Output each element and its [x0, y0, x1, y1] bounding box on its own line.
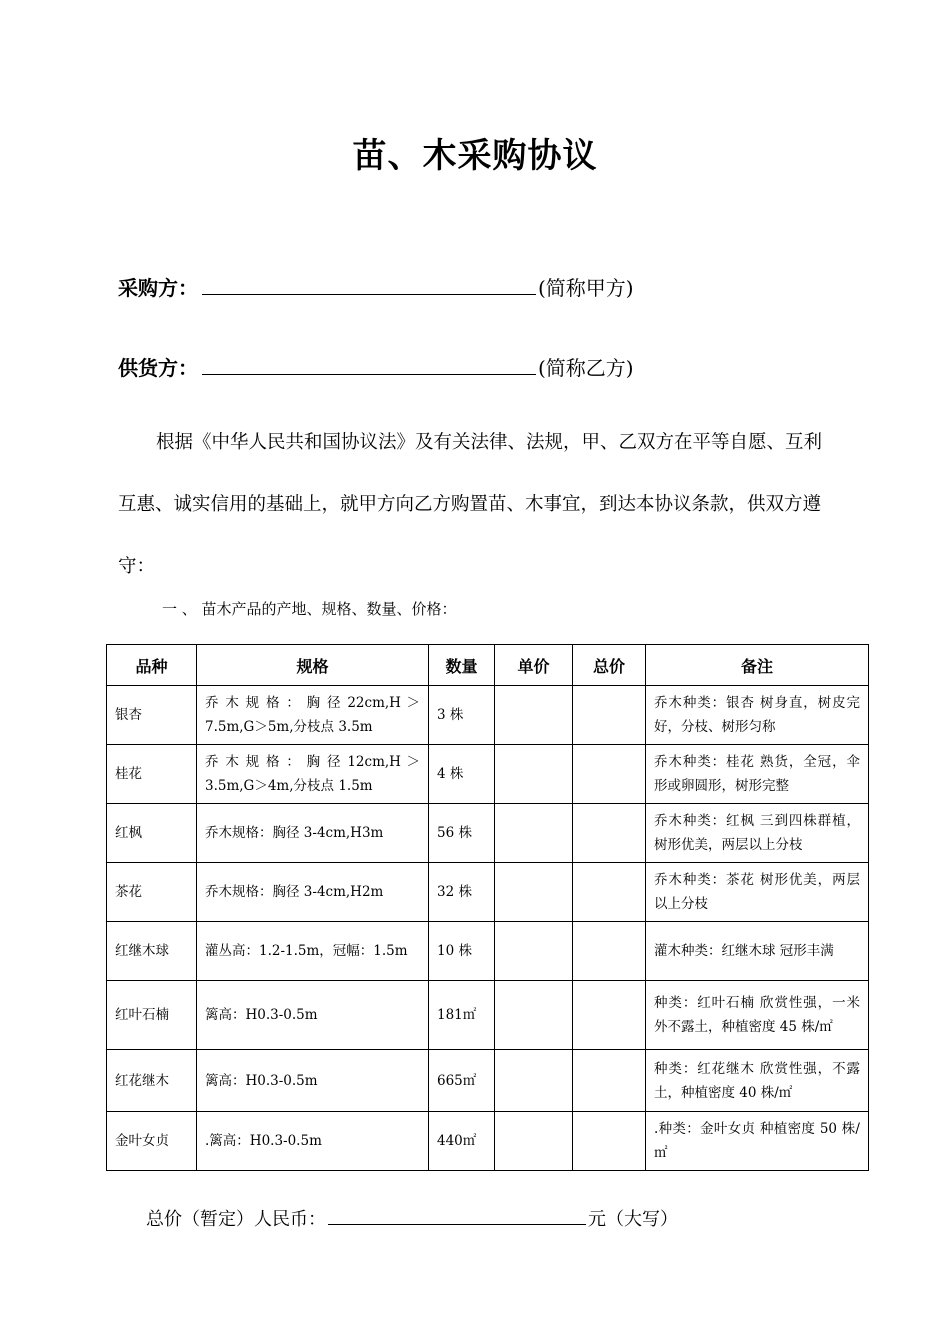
cell-quantity: 10 株: [429, 922, 495, 981]
total-price-suffix: 元（大写）: [588, 1209, 678, 1230]
cell-quantity: 32 株: [429, 863, 495, 922]
cell-remark: .种类：金叶女贞 种植密度 50 株/㎡: [646, 1112, 869, 1171]
cell-unit-price[interactable]: [495, 863, 573, 922]
table-header-row: [107, 645, 869, 686]
cell-variety: 金叶女贞: [107, 1112, 197, 1171]
cell-spec: 乔木规格：胸径 3-4cm,H3m: [197, 804, 429, 863]
cell-variety: 红花继木: [107, 1050, 197, 1112]
cell-remark: 灌木种类：红继木球 冠形丰满: [646, 922, 869, 981]
intro-line: 互惠、诚实信用的基础上，就甲方向乙方购置苗、木事宜，到达本协议条款，供双方遵: [118, 494, 822, 515]
cell-unit-price[interactable]: [495, 922, 573, 981]
total-price-blank[interactable]: [328, 1204, 586, 1225]
cell-spec: .篱高：H0.3-0.5m: [197, 1112, 429, 1171]
cell-remark: 乔木种类：红枫 三到四株群植，树形优美，两层以上分枝: [646, 804, 869, 863]
cell-quantity: 4 株: [429, 745, 495, 804]
cell-total-price[interactable]: [573, 1112, 646, 1171]
cell-quantity: 440㎡: [429, 1112, 495, 1171]
supplier-line: [118, 352, 634, 381]
header-total-price: 总价: [573, 645, 646, 686]
supplier-label: 供货方：: [118, 356, 198, 380]
cell-unit-price[interactable]: [495, 1112, 573, 1171]
cell-spec: 篱高：H0.3-0.5m: [197, 981, 429, 1050]
buyer-label: 采购方：: [118, 276, 198, 300]
cell-total-price[interactable]: [573, 981, 646, 1050]
cell-spec: 灌丛高：1.2-1.5m，冠幅：1.5m: [197, 922, 429, 981]
cell-variety: 桂花: [107, 745, 197, 804]
cell-remark: 种类：红花继木 欣赏性强，不露土，种植密度 40 株/㎡: [646, 1050, 869, 1112]
cell-quantity: 181㎡: [429, 981, 495, 1050]
cell-unit-price[interactable]: [495, 1050, 573, 1112]
intro-line: 根据《中华人民共和国协议法》及有关法律、法规，甲、乙双方在平等自愿、互利: [156, 432, 823, 453]
section-heading: 一 、 苗木产品的产地、规格、数量、价格：: [162, 600, 457, 618]
cell-remark: 乔木种类：茶花 树形优美，两层以上分枝: [646, 863, 869, 922]
cell-spec: 乔木规格：胸径 3-4cm,H2m: [197, 863, 429, 922]
cell-remark: 种类：红叶石楠 欣赏性强，一米外不露土，种植密度 45 株/㎡: [646, 981, 869, 1050]
cell-remark: 乔木种类：桂花 熟货，全冠，伞形或卵圆形，树形完整: [646, 745, 869, 804]
buyer-note: (简称甲方): [538, 276, 634, 300]
total-price-line: [146, 1204, 678, 1231]
header-spec: 规格: [197, 645, 429, 686]
cell-total-price[interactable]: [573, 863, 646, 922]
cell-variety: 红叶石楠: [107, 981, 197, 1050]
table-row: [107, 922, 869, 981]
cell-total-price[interactable]: [573, 804, 646, 863]
cell-total-price[interactable]: [573, 1050, 646, 1112]
table-row: [107, 686, 869, 745]
cell-total-price[interactable]: [573, 745, 646, 804]
intro-paragraph: [118, 412, 863, 598]
table-row: [107, 981, 869, 1050]
cell-total-price[interactable]: [573, 686, 646, 745]
cell-unit-price[interactable]: [495, 745, 573, 804]
table-row: [107, 1050, 869, 1112]
table-row: [107, 863, 869, 922]
intro-line: 守：: [118, 556, 156, 577]
cell-quantity: 3 株: [429, 686, 495, 745]
cell-spec: 乔 木 规 格 ： 胸 径 22cm,H ＞7.5m,G＞5m,分枝点 3.5m: [197, 686, 429, 745]
cell-quantity: 665㎡: [429, 1050, 495, 1112]
cell-variety: 银杏: [107, 686, 197, 745]
header-variety: 品种: [107, 645, 197, 686]
total-price-prefix: 总价（暂定）人民币：: [146, 1209, 326, 1230]
cell-unit-price[interactable]: [495, 981, 573, 1050]
table-row: [107, 745, 869, 804]
cell-variety: 红枫: [107, 804, 197, 863]
seedling-table: [106, 644, 869, 1171]
table-row: [107, 1112, 869, 1171]
header-quantity: 数量: [429, 645, 495, 686]
buyer-line: [118, 272, 634, 301]
supplier-note: (简称乙方): [538, 356, 634, 380]
cell-remark: 乔木种类：银杏 树身直，树皮完好，分枝、树形匀称: [646, 686, 869, 745]
cell-variety: 茶花: [107, 863, 197, 922]
buyer-blank[interactable]: [202, 272, 536, 295]
cell-quantity: 56 株: [429, 804, 495, 863]
supplier-blank[interactable]: [202, 352, 536, 375]
header-unit-price: 单价: [495, 645, 573, 686]
cell-unit-price[interactable]: [495, 804, 573, 863]
cell-variety: 红继木球: [107, 922, 197, 981]
header-remark: 备注: [646, 645, 869, 686]
table-row: [107, 804, 869, 863]
cell-unit-price[interactable]: [495, 686, 573, 745]
document-title: 苗、木采购协议: [352, 136, 598, 176]
cell-spec: 篱高：H0.3-0.5m: [197, 1050, 429, 1112]
cell-spec: 乔 木 规 格 ： 胸 径 12cm,H ＞3.5m,G＞4m,分枝点 1.5m: [197, 745, 429, 804]
cell-total-price[interactable]: [573, 922, 646, 981]
